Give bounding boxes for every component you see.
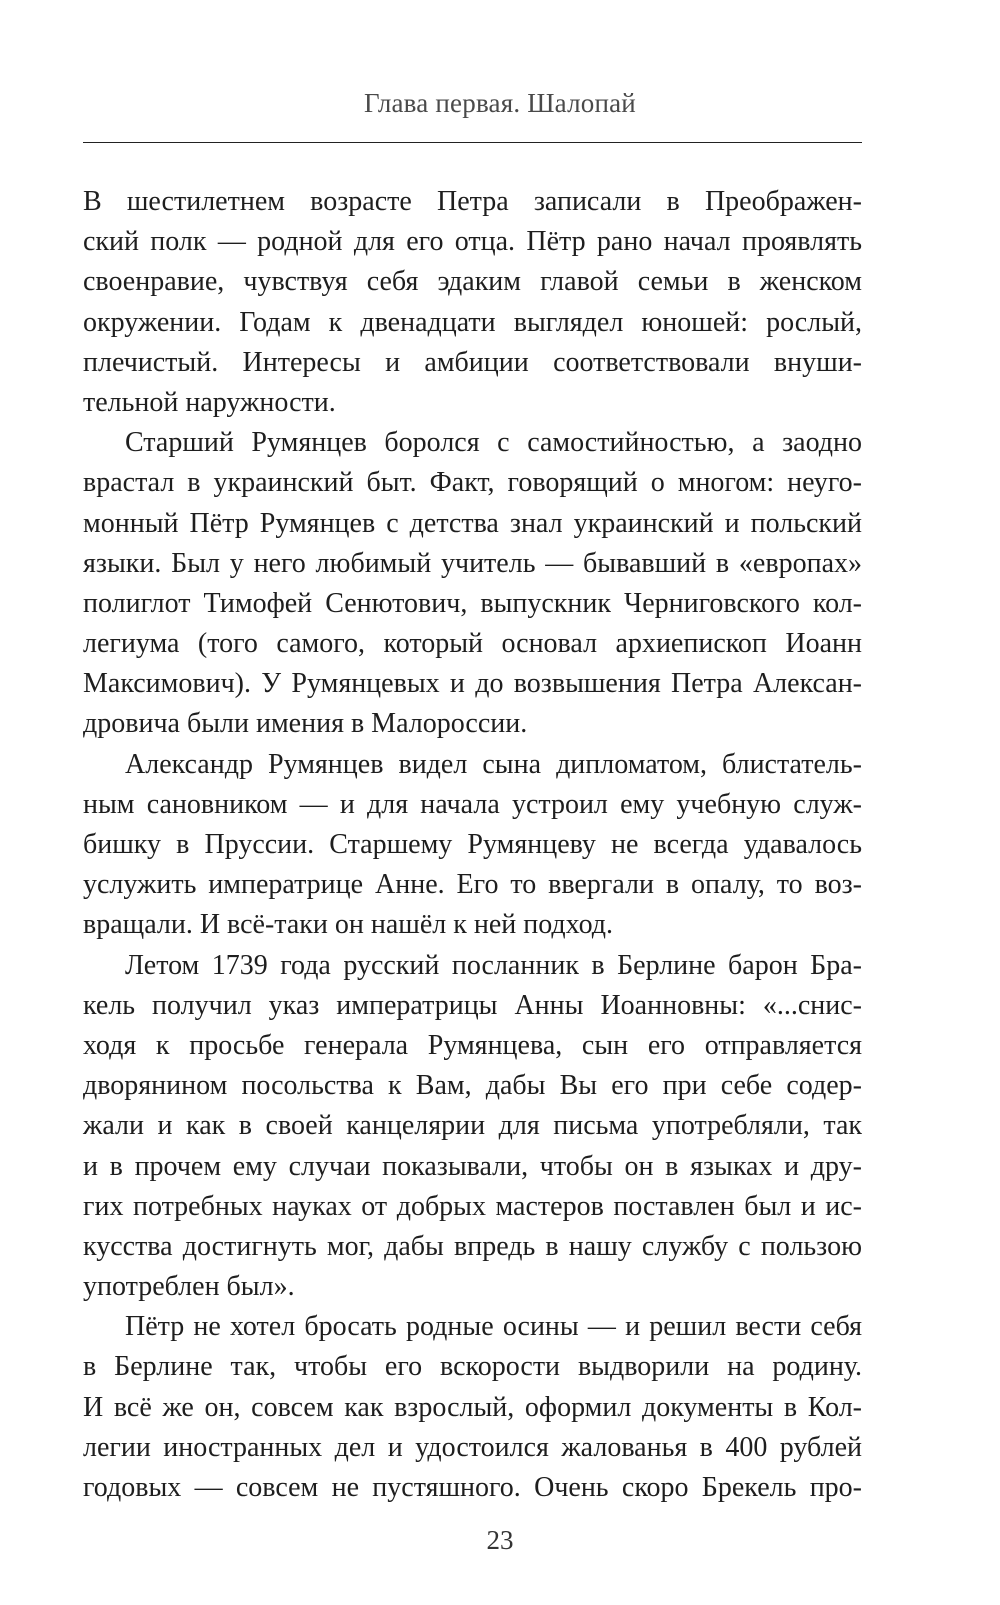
text-line: легии иностранных дел и удостоился жалованья в 400 рублей — [83, 1431, 862, 1463]
text-line: употреблен был». — [83, 1271, 295, 1303]
text-line: языки. Был у него любимый учитель — бывавший в «европах» — [83, 547, 862, 579]
text-line: своенравие, чувствуя себя эдаким главой семьи в женском — [83, 266, 862, 298]
paragraph — [83, 1307, 862, 1508]
text-line: Максимович). У Румянцевых и до возвышения Петра Алексан- — [83, 668, 862, 700]
text-line: полиглот Тимофей Сенютович, выпускник Черниговского кол- — [83, 587, 862, 619]
body-text — [83, 182, 862, 1508]
text-line: и в прочем ему случаи показывали, чтобы он в языках и дру- — [83, 1150, 862, 1182]
paragraph — [83, 423, 862, 745]
text-line: жали и как в своей канцелярии для письма употребляли, так — [83, 1110, 862, 1142]
text-line: И всё же он, совсем как взрослый, оформил документы в Кол- — [83, 1391, 862, 1423]
text-line: дровича были имения в Малороссии. — [83, 708, 528, 740]
text-line: ным сановником — и для начала устроил ему учебную служ- — [83, 788, 862, 820]
text-line: кель получил указ императрицы Анны Иоанновны: «...снис- — [83, 989, 862, 1021]
text-line: ский полк — родной для его отца. Пётр рано начал проявлять — [83, 226, 862, 258]
text-line: годовых — совсем не пустяшного. Очень скоро Брекель про- — [83, 1472, 862, 1503]
text-line: тельной наружности. — [83, 386, 336, 418]
text-line: Пётр не хотел бросать родные осины — и решил вести себя — [125, 1311, 862, 1343]
running-head: Глава первая. Шалопай — [364, 88, 636, 118]
paragraph — [83, 182, 862, 423]
text-line: легиума (того самого, который основал архиепископ Иоанн — [83, 628, 862, 660]
paragraph — [83, 745, 862, 946]
text-line: дворянином посольства к Вам, дабы Вы его при себе содер- — [83, 1070, 862, 1102]
header-rule — [83, 142, 862, 143]
text-line: ходя к просьбе генерала Румянцева, сын его отправляется — [83, 1029, 862, 1061]
text-line: В шестилетнем возрасте Петра записали в Преображен- — [83, 186, 862, 217]
text-line: Александр Румянцев видел сына дипломатом, блистатель- — [125, 748, 862, 780]
text-line: кусства достигнуть мог, дабы впредь в нашу службу с пользою — [83, 1230, 862, 1262]
text-line: плечистый. Интересы и амбиции соответствовали внуши- — [83, 346, 862, 378]
text-line: монный Пётр Румянцев с детства знал украинский и польский — [83, 507, 862, 539]
text-line: Летом 1739 года русский посланник в Берлине барон Бра- — [125, 949, 862, 981]
text-line: услужить императрице Анне. Его то ввергали в опалу, то воз- — [83, 869, 862, 901]
text-line: гих потребных науках от добрых мастеров поставлен был и ис- — [83, 1190, 862, 1222]
text-line: вращали. И всё-таки он нашёл к ней подход. — [83, 909, 614, 941]
page-number: 23 — [486, 1525, 514, 1555]
text-line: в Берлине так, чтобы его вскорости выдворили на родину. — [83, 1351, 862, 1383]
paragraph — [83, 946, 862, 1308]
text-line: окружении. Годам к двенадцати выглядел юношей: рослый, — [83, 306, 862, 338]
text-line: Старший Румянцев боролся с самостийностью, а заодно — [125, 427, 862, 459]
text-line: бишку в Пруссии. Старшему Румянцеву не всегда удавалось — [83, 829, 862, 860]
text-line: врастал в украинский быт. Факт, говорящий о многом: неуго- — [83, 467, 862, 499]
